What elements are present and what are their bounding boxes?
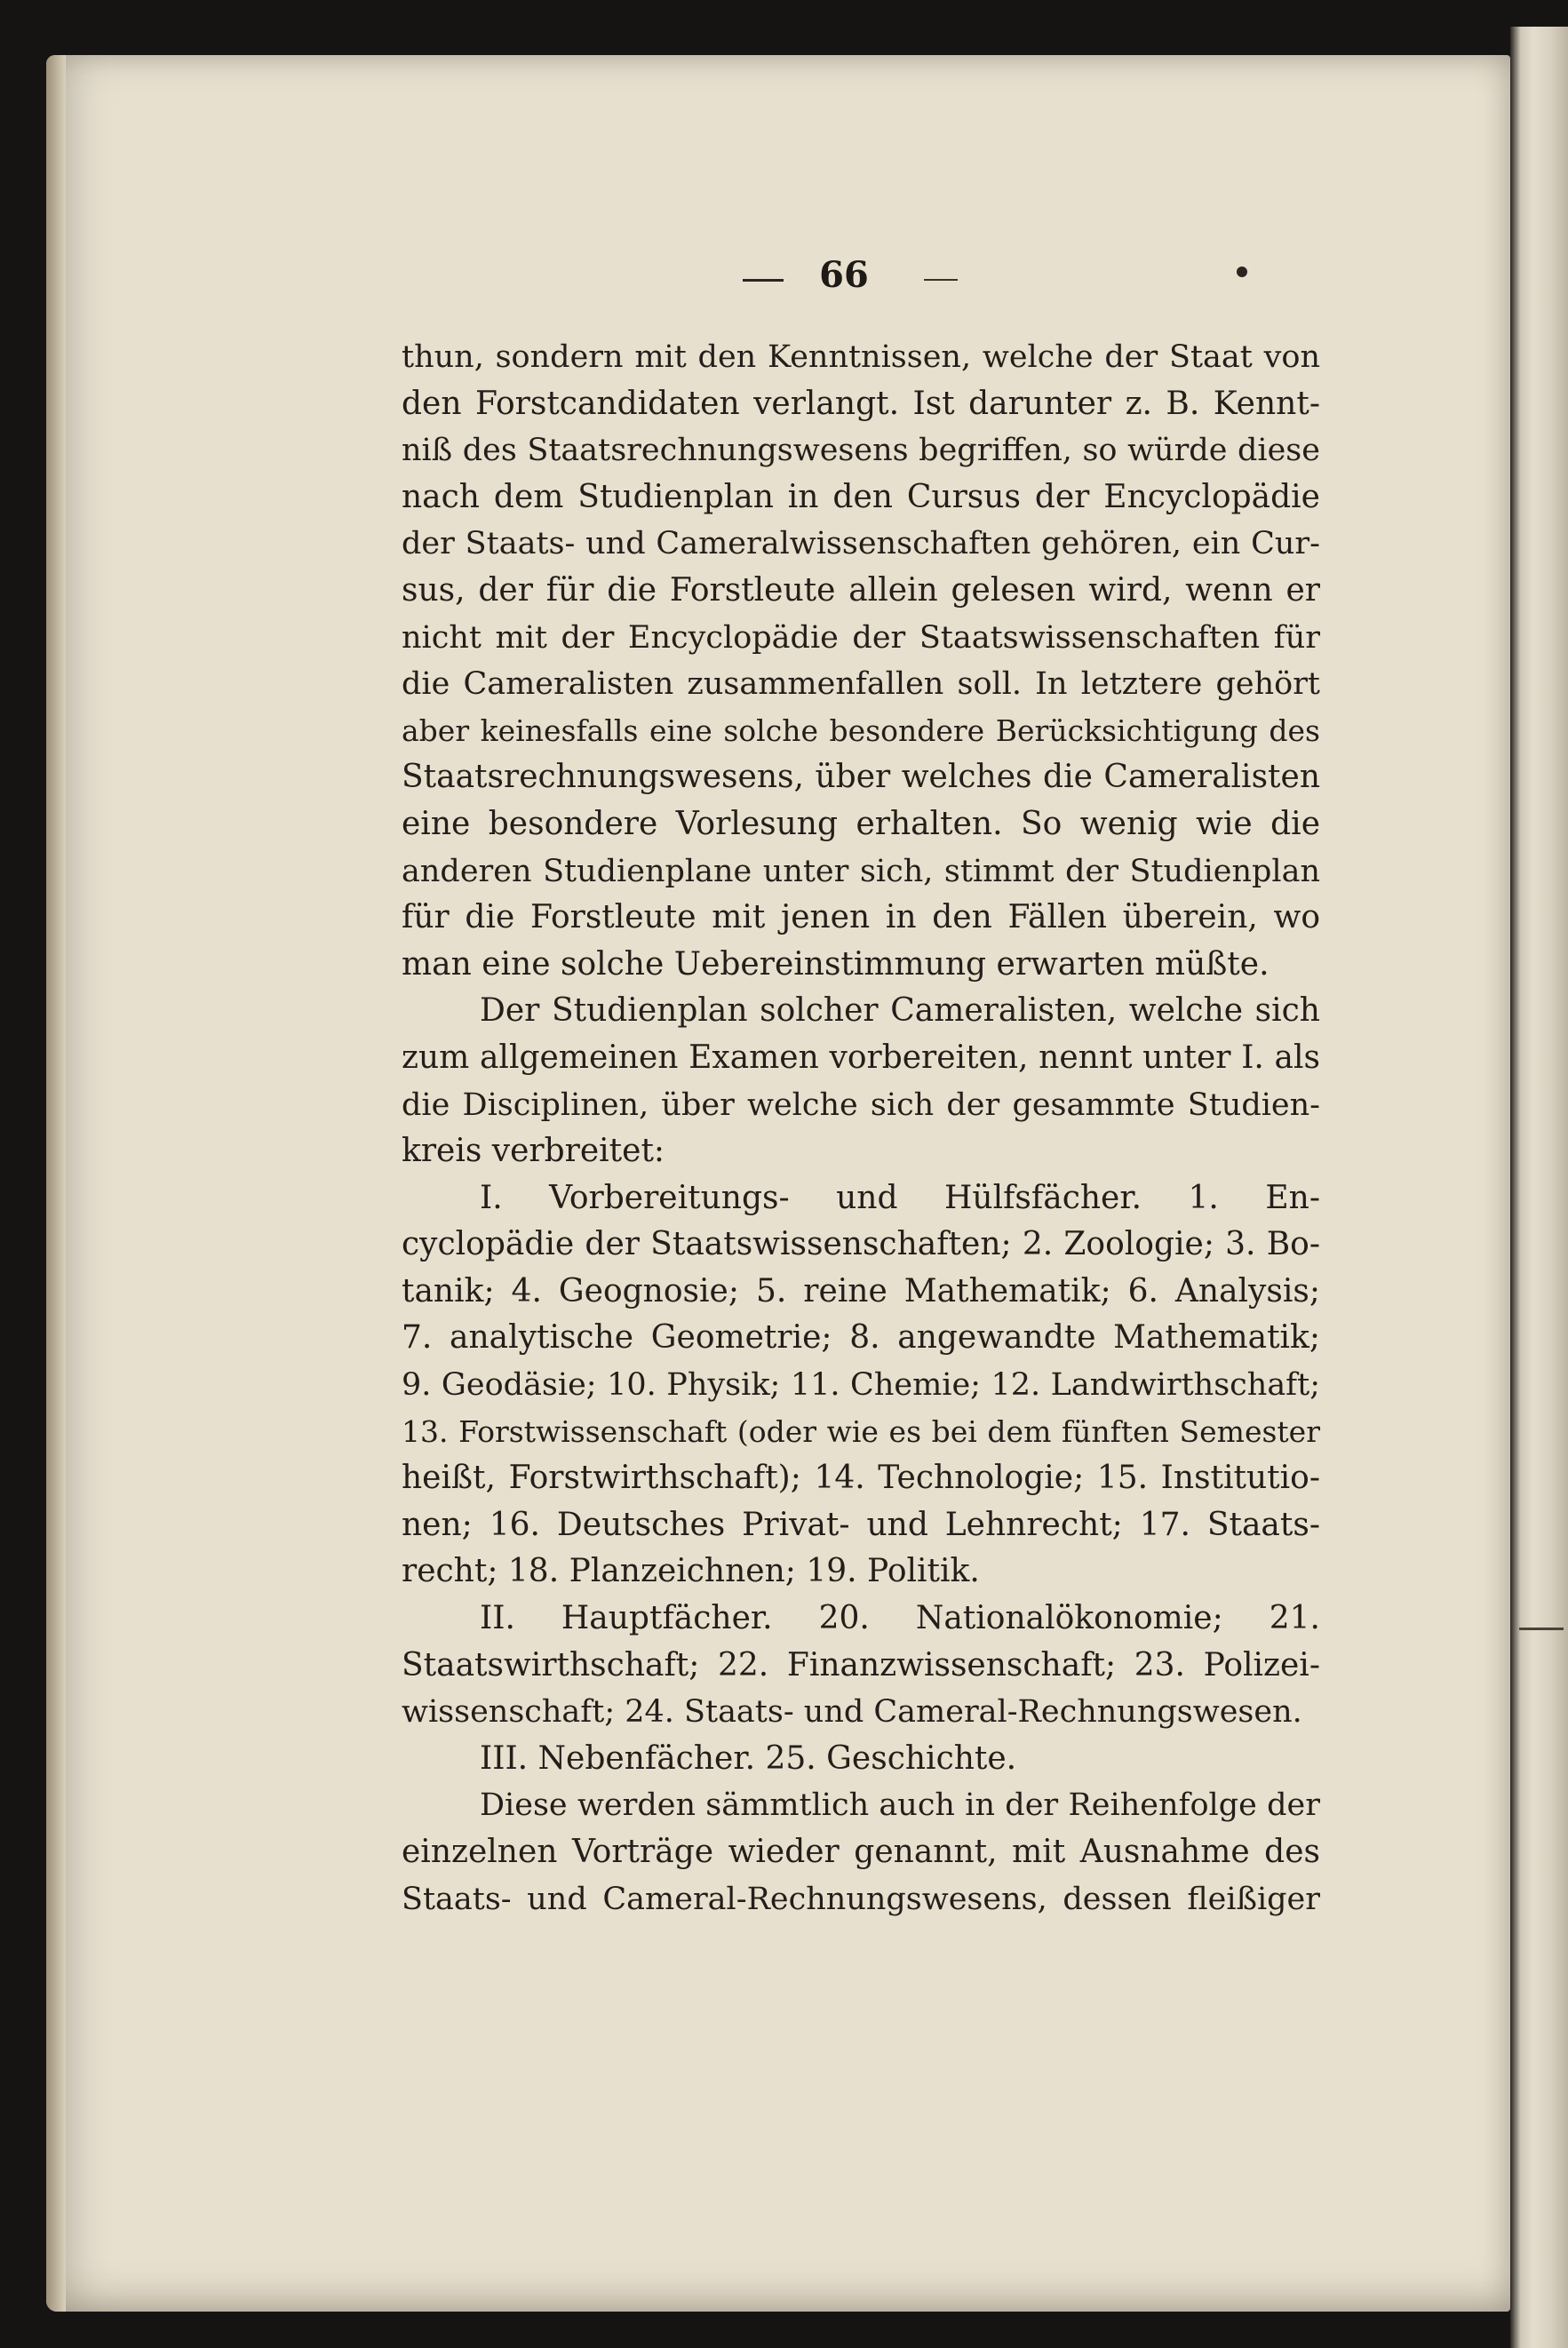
paragraph-1: [402, 334, 1320, 988]
header-dash-right: [924, 279, 958, 281]
text-line: man eine solche Uebereinstimmung erwarten müßte.: [402, 945, 1270, 983]
text-line: die Cameralisten zusammenfallen soll. In letztere gehört: [402, 666, 1320, 703]
header-dash-left: [743, 279, 784, 282]
text-line: Staats- und Cameral-Rechnungswesens, dessen fleißiger: [402, 1881, 1320, 1917]
list-section-3: [402, 1736, 1320, 1783]
text-line: die Disciplinen, über welche sich der gesammte Studien-: [402, 1086, 1320, 1123]
text-line: nach dem Studienplan in den Cursus der Encyclopädie: [402, 478, 1320, 515]
text-line: einzelnen Vorträge wieder genannt, mit Ausnahme des: [402, 1834, 1320, 1870]
section-heading-line: II. Hauptfächer. 20. Nationalökonomie; 21.: [480, 1600, 1320, 1637]
text-line: Staatsrechnungswesens, über welches die Cameralisten: [402, 759, 1320, 796]
text-line: thun, sondern mit den Kenntnissen, welche der Staat von: [402, 339, 1320, 375]
text-line: den Forstcandidaten verlangt. Ist darunter z. B. Kennt-: [402, 385, 1320, 422]
body-text: [402, 334, 1320, 1922]
text-line: cyclopädie der Staatswissenschaften; 2. Zoologie; 3. Bo-: [402, 1226, 1320, 1263]
paragraph-closing: [402, 1782, 1320, 1922]
text-line: Der Studienplan solcher Cameralisten, welche sich: [480, 992, 1320, 1030]
text-line: nen; 16. Deutsches Privat- und Lehnrecht; 17. Staats-: [402, 1506, 1320, 1543]
text-line: niß des Staatsrechnungswesens begriffen, so würde diese: [402, 433, 1320, 469]
page-edge-mark: [1519, 1628, 1564, 1630]
text-line: anderen Studienplane unter sich, stimmt der Studienplan: [402, 853, 1320, 889]
paragraph-2: [402, 988, 1320, 1174]
text-line: eine besondere Vorlesung erhalten. So wenig wie die: [402, 805, 1320, 842]
text-line: 9. Geodäsie; 10. Physik; 11. Chemie; 12. Landwirthschaft;: [402, 1367, 1320, 1404]
text-line: recht; 18. Planzeichnen; 19. Politik.: [402, 1553, 980, 1590]
text-line: 7. analytische Geometrie; 8. angewandte Mathematik;: [402, 1319, 1320, 1357]
text-line: Diese werden sämmtlich auch in der Reihenfolge der: [480, 1787, 1320, 1824]
text-line: sus, der für die Forstleute allein gelesen wird, wenn er: [402, 571, 1320, 609]
page-number: 66: [819, 254, 869, 296]
adjacent-page-edges: [1510, 27, 1568, 2348]
text-line: Staatswirthschaft; 22. Finanzwissenschaft; 23. Polizei-: [402, 1646, 1320, 1683]
page-header: [0, 251, 1568, 304]
page-gutter-shadow: [46, 55, 66, 2312]
text-line: der Staats- und Cameralwissenschaften gehören, ein Cur-: [402, 526, 1320, 562]
text-line: zum allgemeinen Examen vorbereiten, nennt unter I. als: [402, 1039, 1320, 1076]
text-line: für die Forstleute mit jenen in den Fällen überein, wo: [402, 899, 1320, 936]
text-line: 13. Forstwissenschaft (oder wie es bei dem fünften Semester: [402, 1413, 1320, 1449]
list-section-2: [402, 1596, 1320, 1736]
text-line: heißt, Forstwirthschaft); 14. Technologie; 15. Institutio-: [402, 1460, 1320, 1497]
list-section-1: [402, 1175, 1320, 1596]
section-heading-line: III. Nebenfächer. 25. Geschichte.: [480, 1739, 1017, 1777]
text-line: aber keinesfalls eine solche besondere Berücksichtigung des: [402, 712, 1320, 748]
text-line: wissenschaft; 24. Staats- und Cameral-Rechnungswesen.: [402, 1694, 1302, 1731]
text-line: kreis verbreitet:: [402, 1133, 665, 1170]
text-line: tanik; 4. Geognosie; 5. reine Mathematik; 6. Analysis;: [402, 1272, 1320, 1309]
text-line: nicht mit der Encyclopädie der Staatswissenschaften für: [402, 619, 1320, 656]
section-heading-line: I. Vorbereitungs- und Hülfsfächer. 1. En-: [480, 1179, 1320, 1216]
ink-dot: [1237, 267, 1247, 277]
